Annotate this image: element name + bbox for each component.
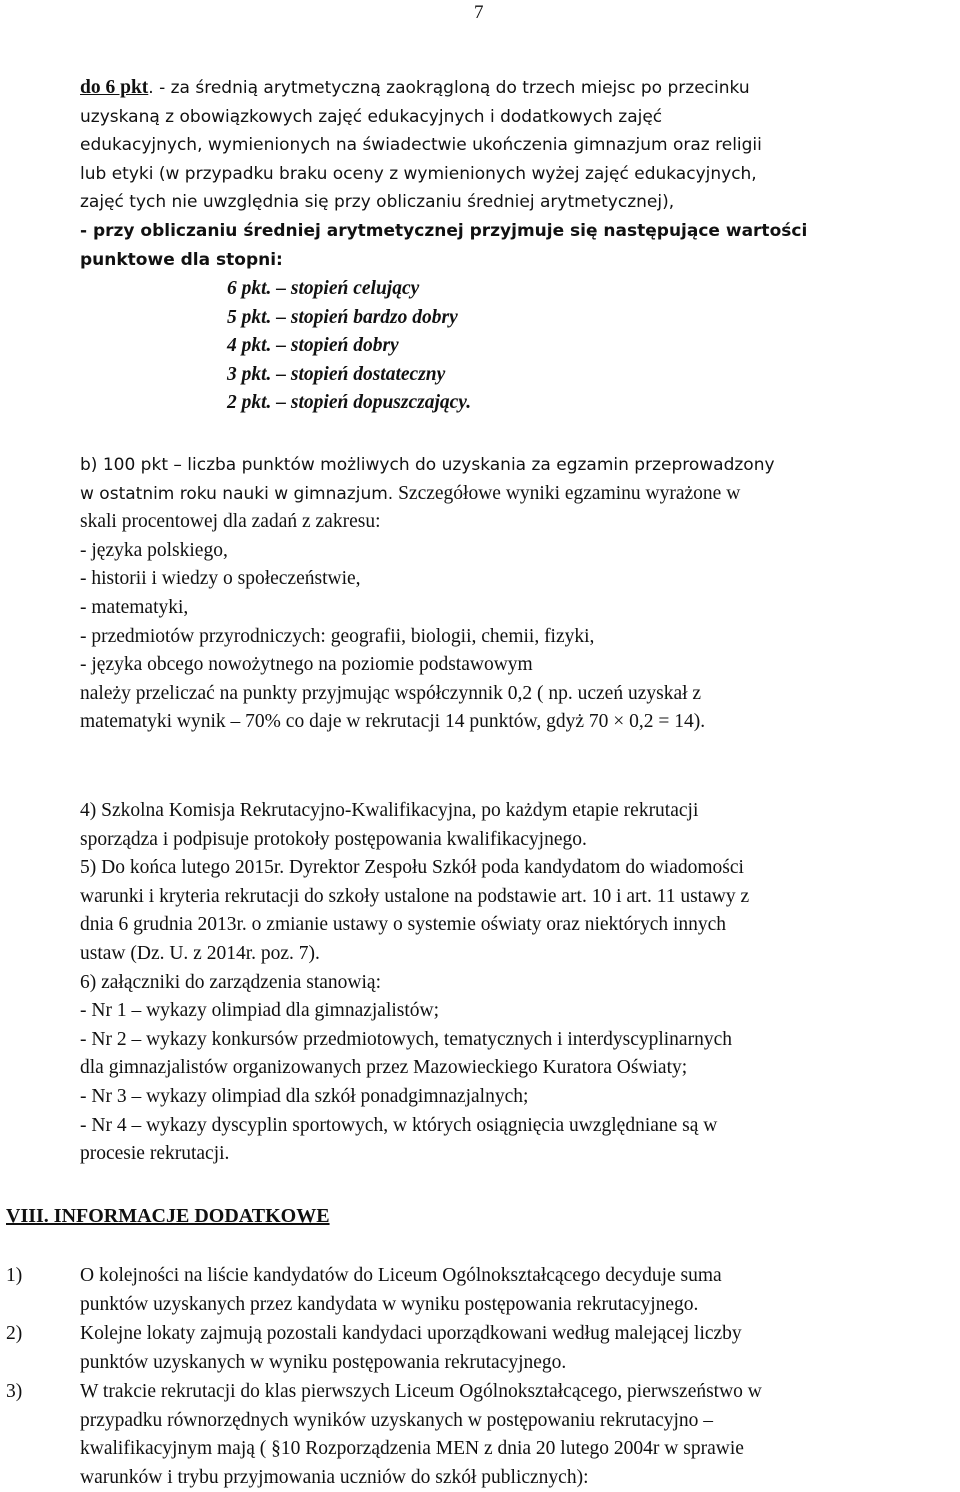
item-3-line-3: kwalifikacyjnym mają ( §10 Rozporządzenia MEN z dnia 20 lutego 2004r w sprawie <box>80 1438 744 1460</box>
section-viii-item-2 <box>80 1320 956 1377</box>
intro-line-5: zajęć tych nie uwzględnia się przy obliczaniu średniej arytmetycznej), <box>80 192 675 213</box>
point-5-line-1: 5) Do końca lutego 2015r. Dyrektor Zespołu Szkół poda kandydatom do wiadomości <box>80 857 744 879</box>
grade-item: 2 pkt. – stopień dopuszczający. <box>227 392 472 414</box>
section-b <box>80 451 956 737</box>
attachment-nr3: - Nr 3 – wykazy olimpiad dla szkół ponadgimnazjalnych; <box>80 1085 529 1107</box>
section-viii-heading: VIII. INFORMACJE DODATKOWE <box>6 1205 330 1227</box>
item-3-number: 3) <box>6 1381 23 1402</box>
subject-item: - historii i wiedzy o społeczeństwie, <box>80 568 361 590</box>
point-5-line-2: warunki i kryteria rekrutacji do szkoły ustalone na podstawie art. 10 i art. 11 ustawy z <box>80 885 750 907</box>
subject-item: - języka obcego nowożytnego na poziomie podstawowym <box>80 654 533 676</box>
item-3-line-4: warunków i trybu przyjmowania uczniów do szkół publicznych): <box>80 1466 589 1488</box>
grade-item: 4 pkt. – stopień dobry <box>227 335 399 357</box>
item-2-line-1: Kolejne lokaty zajmują pozostali kandydaci uporządkowani według malejącej liczby <box>80 1323 742 1344</box>
page-number: 7 <box>474 2 484 23</box>
point-5-line-3: dnia 6 grudnia 2013r. o zmianie ustawy o systemie oświaty oraz niektórych innych <box>80 914 727 936</box>
item-3-line-1: W trakcie rekrutacji do klas pierwszych Liceum Ogólnokształcącego, pierwszeństwo w <box>80 1381 762 1402</box>
item-2-number: 2) <box>6 1323 23 1344</box>
grade-rule-paragraph <box>80 217 956 274</box>
item-1-number: 1) <box>6 1265 23 1286</box>
grade-list <box>227 275 471 418</box>
section-viii-item-1 <box>80 1262 956 1319</box>
grade-item: 5 pkt. – stopień bardzo dobry <box>227 306 458 328</box>
section-b-line-1: b) 100 pkt – liczba punktów możliwych do uzyskania za egzamin przeprowadzony <box>80 455 775 475</box>
intro-line-1 <box>80 74 956 103</box>
point-4-line-1: 4) Szkolna Komisja Rekrutacyjno-Kwalifikacyjna, po każdym etapie rekrutacji <box>80 800 699 821</box>
grade-item: 6 pkt. – stopień celujący <box>227 278 420 299</box>
item-1-line-1: O kolejności na liście kandydatów do Liceum Ogólnokształcącego decyduje suma <box>80 1265 722 1286</box>
section-b-line-4: należy przeliczać na punkty przyjmując współczynnik 0,2 ( np. uczeń uzyskał z <box>80 682 702 704</box>
points-4-6 <box>80 797 956 1169</box>
attachment-nr2-line-2: dla gimnazjalistów organizowanych przez Mazowieckiego Kuratora Oświaty; <box>80 1057 688 1079</box>
grade-item: 3 pkt. – stopień dostateczny <box>227 363 446 385</box>
grade-rule-line-2: punktowe dla stopni: <box>80 249 283 270</box>
subject-item: - języka polskiego, <box>80 539 228 561</box>
item-2-line-2: punktów uzyskanych w wyniku postępowania rekrutacyjnego. <box>80 1351 567 1373</box>
intro-line-1-text: . - za średnią arytmetyczną zaokrągloną do trzech miejsc po przecinku <box>148 78 750 98</box>
item-1-line-2: punktów uzyskanych przez kandydata w wyniku postępowania rekrutacyjnego. <box>80 1293 699 1315</box>
section-viii-item-3 <box>80 1378 956 1492</box>
intro-line-2: uzyskaną z obowiązkowych zajęć edukacyjnych i dodatkowych zajęć <box>80 106 663 127</box>
attachment-nr2-line-1: - Nr 2 – wykazy konkursów przedmiotowych, tematycznych i interdyscyplinarnych <box>80 1028 732 1050</box>
intro-line-3: edukacyjnych, wymienionych na świadectwie ukończenia gimnazjum oraz religii <box>80 135 762 156</box>
point-4-line-2: sporządza i podpisuje protokoły postępowania kwalifikacyjnego. <box>80 828 587 850</box>
section-b-line-5: matematyki wynik – 70% co daje w rekrutacji 14 punktów, gdyż 70 × 0,2 = 14). <box>80 711 706 733</box>
section-b-line-2a: w ostatnim roku nauki w gimnazjum. <box>80 483 394 504</box>
attachment-nr4-line-1: - Nr 4 – wykazy dyscyplin sportowych, w których osiągnięcia uwzględniane są w <box>80 1114 718 1136</box>
subject-item: - matematyki, <box>80 596 189 618</box>
point-6-line-1: 6) załączniki do zarządzenia stanowią: <box>80 971 382 993</box>
intro-lead: do 6 pkt <box>80 77 149 98</box>
section-b-line-3: skali procentowej dla zadań z zakresu: <box>80 511 381 533</box>
section-b-line-2b: Szczegółowe wyniki egzaminu wyrażone w <box>393 482 741 504</box>
point-5-line-4: ustaw (Dz. U. z 2014r. poz. 7). <box>80 942 320 964</box>
attachment-nr1: - Nr 1 – wykazy olimpiad dla gimnazjalistów; <box>80 1000 440 1022</box>
section-b-line-2 <box>80 480 956 509</box>
item-3-line-2: przypadku równorzędnych wyników uzyskanych w postępowaniu rekrutacyjno – <box>80 1409 714 1431</box>
intro-line-4: lub etyki (w przypadku braku oceny z wymienionych wyżej zajęć edukacyjnych, <box>80 163 757 184</box>
subject-item: - przedmiotów przyrodniczych: geografii, biologii, chemii, fizyki, <box>80 625 595 647</box>
attachment-nr4-line-2: procesie rekrutacji. <box>80 1143 230 1165</box>
intro-paragraph <box>80 74 956 217</box>
grade-rule-line-1: - przy obliczaniu średniej arytmetycznej przyjmuje się następujące wartości <box>80 221 808 241</box>
